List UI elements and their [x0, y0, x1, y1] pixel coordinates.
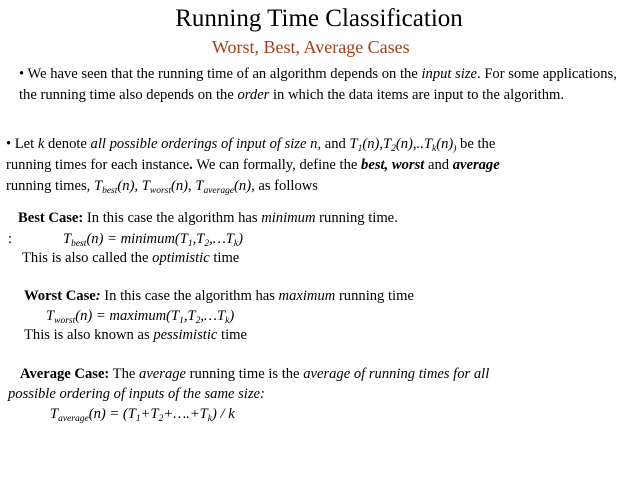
symbol: +T — [140, 406, 159, 422]
text-bold-italic: : — [95, 288, 101, 304]
subscript: 2 — [391, 144, 396, 154]
intro-text-3: in which the data items are input to the algorithm. — [269, 87, 564, 103]
text: Let — [11, 136, 38, 152]
symbol: ,…T — [200, 308, 226, 324]
text: The — [109, 366, 140, 382]
worst-case-heading-line — [24, 286, 414, 307]
symbol: (n) = minimum(T — [86, 231, 188, 247]
text-bold: . — [189, 157, 193, 173]
intro-emphasis-input-size: input size — [421, 66, 478, 82]
symbol: (n) = (T — [88, 406, 136, 422]
definition-line-2 — [6, 155, 500, 176]
best-case-label: Best Case: — [18, 210, 84, 226]
symbol: ,T — [192, 231, 205, 247]
average-case-formula — [50, 404, 235, 425]
text-bold-italic: best, — [361, 157, 389, 173]
bullet-glyph: • — [19, 66, 25, 82]
symbol: (n), — [117, 178, 142, 194]
subscript: k — [233, 239, 239, 249]
text-italic: minimum — [261, 210, 316, 226]
text: denote — [44, 136, 91, 152]
subscript: 2 — [204, 239, 210, 249]
symbol: T — [46, 308, 55, 324]
subscript: 1 — [179, 316, 184, 326]
text-italic: possible ordering of inputs of the same size: — [8, 386, 265, 402]
average-case-label: Average Case: — [20, 366, 110, 382]
intro-emphasis-order: order — [237, 87, 270, 103]
symbol: ) — [229, 308, 235, 324]
text: running time. — [315, 210, 398, 226]
symbol: T — [349, 136, 358, 152]
text: time — [209, 250, 240, 266]
text: time — [217, 327, 247, 343]
subscript: worst — [149, 186, 171, 196]
subscript: 1 — [357, 144, 363, 154]
text-italic: maximum — [278, 288, 336, 304]
slide-subtitle: Worst, Best, Average Cases — [212, 37, 410, 57]
subscript: best — [71, 239, 87, 249]
intro-text-1: We have seen that the running time of an algorithm depends on the — [27, 66, 422, 82]
text: running times, — [6, 178, 94, 194]
formula-t-best — [94, 178, 142, 194]
symbol: ) / k — [212, 406, 235, 422]
symbol: T — [63, 231, 72, 247]
text-bold-italic: average — [452, 157, 500, 173]
subscript: k — [225, 316, 230, 326]
symbol: (n), — [170, 178, 196, 194]
subscript: average — [58, 414, 89, 424]
text: In this case the algorithm has — [83, 210, 262, 226]
text: This is also known as — [24, 327, 154, 343]
symbol: T — [50, 406, 59, 422]
text: , and — [317, 136, 350, 152]
slide-title: Running Time Classification — [175, 5, 463, 32]
best-case-note — [22, 248, 239, 269]
text: running time — [335, 288, 414, 304]
subscript: 1 — [135, 414, 141, 424]
best-case-colon: : — [8, 231, 13, 247]
worst-case-formula — [46, 306, 234, 327]
definition-line-1 — [6, 134, 500, 155]
symbol: (n) = maximum(T — [75, 308, 180, 324]
average-case-heading-line — [20, 364, 489, 385]
definition-paragraph — [6, 134, 500, 197]
subscript: k — [207, 414, 212, 424]
worst-case-label: Worst Case — [24, 288, 96, 304]
text-italic: k — [37, 136, 45, 152]
subscript: k — [431, 144, 437, 154]
text-italic: all possible orderings of input of size n — [90, 136, 318, 152]
text: as follows — [254, 178, 318, 194]
subscript: average — [203, 186, 235, 196]
formula-t-average — [195, 178, 254, 194]
symbol: T — [93, 178, 103, 194]
text-italic: average — [139, 366, 187, 382]
text-italic: pessimistic — [153, 327, 218, 343]
average-case-line-2 — [8, 384, 265, 405]
symbol: (n) — [436, 136, 454, 152]
bullet-glyph: • — [6, 136, 12, 152]
best-case-heading-line — [18, 208, 398, 229]
best-case-formula — [63, 229, 243, 250]
text-bold-italic: worst — [391, 157, 425, 173]
text-italic: average of running times for all — [303, 366, 490, 382]
text: running time is the — [186, 366, 304, 382]
text: and — [424, 157, 453, 173]
symbol: ,…T — [209, 231, 234, 247]
formula-t-worst — [142, 178, 196, 194]
subscript: ) — [453, 144, 457, 154]
subscript: 2 — [195, 316, 201, 326]
symbol: ) — [238, 231, 244, 247]
symbol: (n), — [234, 178, 255, 194]
text: We can formally, define the — [192, 157, 362, 173]
text-italic: optimistic — [152, 250, 210, 266]
worst-case-note — [24, 325, 247, 346]
formula-t-list — [349, 136, 456, 152]
symbol: ,T — [183, 308, 196, 324]
text: running times for each instance — [6, 157, 190, 173]
symbol: +….+T — [163, 406, 208, 422]
text: In this case the algorithm has — [100, 288, 279, 304]
symbol: T — [141, 178, 150, 194]
subscript: 1 — [187, 239, 193, 249]
symbol: (n),T — [362, 136, 392, 152]
text: be the — [456, 136, 496, 152]
symbol: T — [195, 178, 204, 194]
subscript: 2 — [158, 414, 164, 424]
intro-text-2: . For some applications, the running time also depends on the — [19, 66, 617, 103]
symbol: (n),..T — [395, 136, 432, 152]
subscript: best — [102, 186, 118, 196]
intro-bullet-paragraph — [19, 64, 619, 106]
definition-line-3 — [6, 176, 500, 197]
text: This is also called the — [22, 250, 153, 266]
subscript: worst — [54, 316, 76, 326]
